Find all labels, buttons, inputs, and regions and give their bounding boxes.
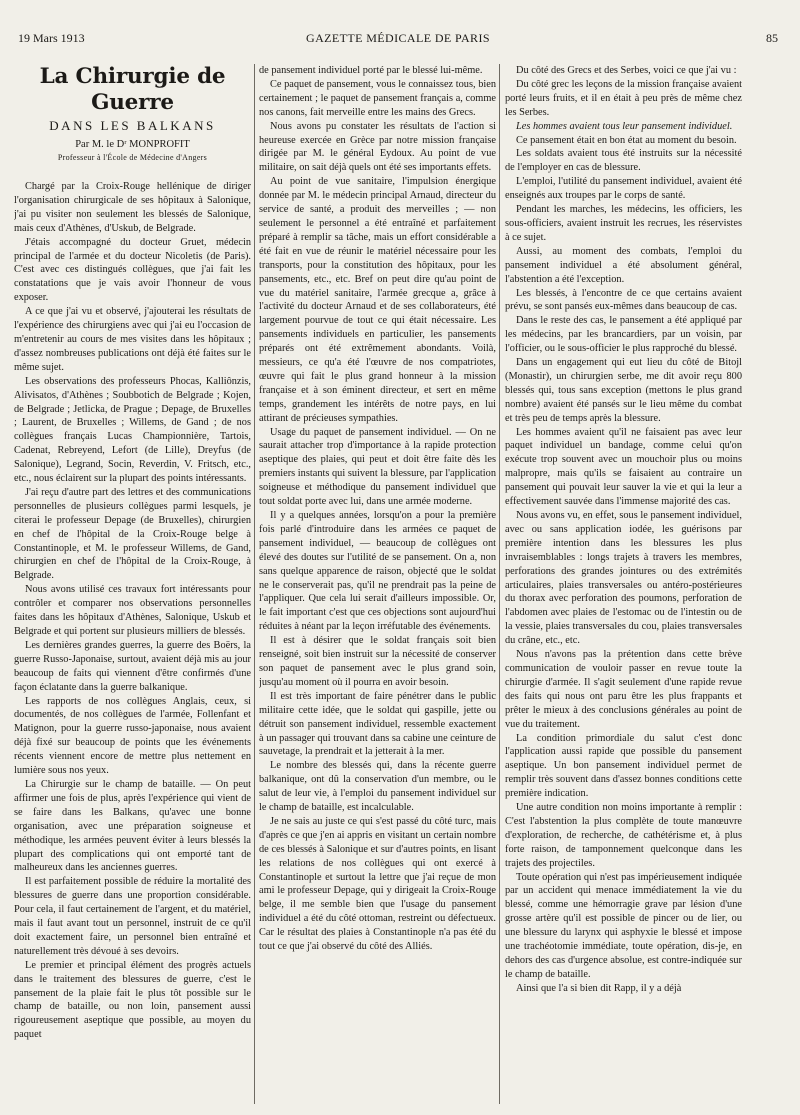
paragraph: de pansement individuel porté par le blessé lui-même. (259, 65, 483, 76)
paragraph: Nous avons pu constater les résultats de l'action si heureuse exercée en Grèce par notre mission française dirigée par M. le général Eydoux. Au point de vue militaire, on sait déjà quels ont été ses importants effets. (259, 120, 496, 174)
paragraph: La condition primordiale du salut c'est donc l'application aussi rapide que possible du pansement aseptique. Un bon pansement individuel permet de remplir très souvent dans d'assez bonnes conditions cette première indication. (505, 732, 742, 800)
paragraph: Il est très important de faire pénétrer dans le public militaire cette idée, que le soldat qui gaspille, jette ou détruit son pansement individuel, ressemble exactement à un passager qui trouvant dans sa cabine une ceinture de sauvetage, la prendrait et la jetterait à la mer. (259, 690, 496, 758)
paragraph: Toute opération qui n'est pas impérieusement indiquée par un accident qui menace immédiatement la vie du blessé, comme une hémorragie grave par lésion d'une grosse artère qu'il est possible de pincer ou de lier, ou une blessure du larynx qui asphyxie le blessé et impose une trachéotomie immédiate, toute opération, dis-je, en dehors des cas d'urgence absolue, est contre-indiquée sur le champ de bataille. (505, 871, 742, 980)
paragraph: Le nombre des blessés qui, dans la récente guerre balkanique, ont dû la conservation d'un membre, ou le salut de leur vie, à l'emploi du pansement individuel sur le champ de bataille, est incalculable. (259, 760, 496, 814)
page-header (18, 28, 778, 48)
article-subtitle: DANS LES BALKANS (49, 118, 216, 133)
paragraph: Ce pansement était en bon état au moment du besoin. (516, 134, 737, 146)
paragraph: Les blessés, à l'encontre de ce que certains avaient prévu, se sont pansés eux-mêmes dans beaucoup de cas. (505, 287, 742, 313)
paragraph: Chargé par la Croix-Rouge hellénique de diriger l'organisation chirurgicale de ses hôpitaux à Salonique, j'ai pu visiter non seulement les blessés de Salonique, mais ceux d'Athènes, d'Uskub, de Belgrade. (14, 181, 251, 234)
paragraph: Il est parfaitement possible de réduire la mortalité des blessures de guerre dans une proportion considérable. Pour cela, il faut certainement de l'argent, et du matériel, mais il faut avant tout un personnel, instruit de ce qu'il doit exactement faire, un personnel bien entraîné et naturellement très dévoué à ses devoirs. (14, 876, 251, 957)
paragraph: Dans un engagement qui eut lieu du côté de Bitojl (Monastir), un chirurgien serbe, me dit avoir reçu 800 blessés qui, tous sans exception (mettons le plus grand nombre) avaient été pansés sur le lieu même du combat et très peu de temps après la blessure. (505, 357, 742, 424)
paragraph: Je ne sais au juste ce qui s'est passé du côté turc, mais d'après ce que j'en ai appris en visitant un certain nombre de ces blessés à Salonique et sur d'autres points, en lisant les relations de nos collègues qui ont exercé à Constantinople et surtout la lettre que j'ai reçue de mon ami le professeur Depage, qui y dirigeait la Croix-Rouge belge, il me semble bien que l'usage du pansement individuel a été du côté ottoman, restreint ou défectueux. Car le résultat des plaies à Constantinople n'a pas été du tout ce que j'ai observé du côté des Alliés. (259, 815, 496, 953)
paragraph: Nous avons vu, en effet, sous le pansement individuel, avec ou sans application iodée, les guérisons par première intention dans les blessures les plus invraisemblables : longs trajets à travers les membres, perforations des grandes jointures ou des extrémités articulaires, plaies transversales ou antéro-postérieures du thorax avec perforation des poumons, perforation de l'abdomen avec plaies de l'estomac ou de l'intestin ou de la vessie, plaies transversales du cou, plaies transversales du crâne, etc., etc. (505, 510, 742, 647)
paragraph: J'étais accompagné du docteur Gruet, médecin principal de l'armée et du docteur Nicoletis (de Paris). C'est avec ces distingués collègues, que j'ai fait les constatations que je vais avoir l'honneur de vous exposer. (14, 236, 251, 304)
author-affiliation: Professeur à l'École de Médecine d'Angers (57, 153, 208, 162)
paragraph: Il est à désirer que le soldat français soit bien renseigné, soit bien instruit sur la nécessité de conserver son paquet de pansement avec le plus grand soin, jusqu'au moment où il pourra en avoir besoin. (259, 635, 496, 688)
paragraph: Du côté grec les leçons de la mission française avaient porté leurs fruits, et il en était à peu près de même chez les Serbes. (505, 78, 742, 118)
paragraph: A ce que j'ai vu et observé, j'ajouterai les résultats de l'expérience des chirurgiens avec qui j'ai eu l'occasion de m'entretenir au cours de mes visites dans les hôpitaux ; d'assez nombreuses publications ont déjà été faites sur le même sujet. (14, 306, 251, 373)
paragraph: Aussi, au moment des combats, l'emploi du pansement individuel a été absolument général, l'abstention a été l'exception. (505, 245, 742, 285)
paragraph: Les dernières grandes guerres, la guerre des Boërs, la guerre Russo-Japonaise, surtout, avaient déjà mis au jour beaucoup de faits qui viennent d'être confirmés d'une façon éclatante dans la guerre balkanique. (14, 639, 251, 693)
article-title: La Chirurgie de Guerre (39, 64, 226, 115)
section-paragraph: Usage du paquet de pansement individuel. — On ne saurait attacher trop d'importance à la rapide protection aseptique des plaies, qui peut et doit être faite dès les premiers instants qui suivent la blessure, par l'application soigneuse et méthodique du pansement individuel que tout soldat porte avec lui, dans une armée moderne. (259, 426, 496, 508)
section-paragraph: La Chirurgie sur le champ de bataille. — On peut affirmer une fois de plus, après l'expérience qui vient de se faire dans les Balkans, qu'avec une bonne organisation, avec une préparation soigneuse et méthodique, les armées peuvent éviter à leurs blessés la plupart des complications qui ont emporté tant de malheureux dans les anciennes guerres. (14, 778, 251, 874)
paragraph: Nous avons utilisé ces travaux fort intéressants pour contrôler et comparer nos observations personnelles faites dans les hôpitaux d'Athènes, Salonique, Uskub et Belgrade et qui portent sur plusieurs milliers de blessés. (14, 584, 251, 637)
column-2 (259, 64, 496, 1104)
page-number: 85 (766, 31, 778, 45)
paragraph: Les rapports de nos collègues Anglais, ceux, si documentés, de nos collègues de l'armée, Follenfant et Matignon, pour la guerre russo-japonaise, nous avaient déjà fixé sur beaucoup de points que les événements récents viennent encore de mettre plus nettement en lumière sous nos yeux. (14, 695, 251, 777)
paragraph: Ainsi que l'a si bien dit Rapp, il y a déjà (516, 982, 682, 994)
column-divider (254, 64, 255, 1104)
paragraph: Dans le reste des cas, le pansement a été appliqué par les médecins, par les brancardiers, par un voisin, par l'officier, ou le sous-officier le plus rapproché du blessé. (505, 315, 742, 355)
paragraph: Il y a quelques années, lorsqu'on a pour la première fois parlé d'introduire dans les armées ce paquet de pansement individuel, — beaucoup de collègues ont élevé des doutes sur l'utilité de se pansement. On a, non sans quelque apparence de raison, objecté que le soldat ne le conserverait pas, qu'il ne prendrait pas la peine de l'appliquer. Que cela lui serait d'ailleurs impossible. Or, le fait important c'est que ces objections sont aujourd'hui réduites à néant par la leçon irréfutable des événements. (259, 510, 496, 633)
paragraph: Pendant les marches, les médecins, les officiers, les sous-officiers, avaient instruit les recrues, les réservistes à ce sujet. (505, 204, 742, 243)
paragraph: Les hommes avaient qu'il ne faisaient pas avec leur paquet individuel un bandage, comme celui qu'on exécute trop souvent avec un mouchoir plus ou moins malpropre, mais qu'ils se faisaient au contraire un pansement qui pouvait leur sauver la vie et qui la leur a effectivement sauvée dans l'immense majorité des cas. (505, 426, 742, 508)
paragraph: Au point de vue sanitaire, l'impulsion énergique donnée par M. le médecin principal Arnaud, directeur du service de santé, a produit des merveilles ; — non seulement le personnel a été entraîné et parfaitement préparé à remplir sa tâche, mais un effort considérable a été fait en vue de réunir le matériel nécessaire pour les transports, pour la constitution des hôpitaux, pour les pansements, etc., etc. Bref on peut dire qu'au point de vue du matériel sanitaire, l'armée grecque a, grâce à l'activité du docteur Arnaud et de ses collaborateurs, été largement pourvue de tout ce qui était nécessaire. Les pansements individuels en particulier, les pansements préparés ont été extrêmement abondants. Voilà, messieurs, ce qu'a été l'œuvre de nos compatriotes, œuvre qui fait le plus grand honneur à la mission française et à son éminent directeur, et sert en même temps, grandement les intérêts de notre pays, en lui attirant de précieuses sympathies. (259, 176, 496, 424)
column-3 (505, 64, 742, 1104)
paragraph: Les observations des professeurs Phocas, Kalliônzis, Alivisatos, d'Athènes ; Soubbotich de Belgrade ; Kojen, de Belgrade ; Jetlicka, de Prague ; Depage, de Bruxelles ; Laurent, de Bruxelles ; Willems, de Gand ; de nos collègues français Lucas Championnière, Tartois, Cadenat, Rebreyend, Lefort (de Lille), Dreyfus (de Salonique), Legrand, Socin, Reverdin, V. Fritsch, etc., etc., nous éclairent sur la plupart des points intéressants. (14, 375, 251, 485)
paragraph: J'ai reçu d'autre part des lettres et des communications personnelles de plusieurs collègues parmi lesquels, je citerai le professeur Depage (de Bruxelles), chirurgien en chef de l'hôpital de la Croix-Rouge belge à Constantinople, et M. le professeur Willems, de Gand, chirurgien en chef de l'hôpital de la Croix-Rouge, à Belgrade. (14, 486, 251, 582)
paragraph: Les hommes avaient tous leur pansement individuel. (516, 120, 733, 132)
paragraph: L'emploi, l'utilité du pansement individuel, avaient été enseignés aux troupes par le corps de santé. (505, 176, 742, 202)
journal-title: GAZETTE MÉDICALE DE PARIS (306, 31, 490, 45)
paragraph: Nous n'avons pas la prétention dans cette brève communication de vouloir passer en revue toute la chirurgie d'armée. Il s'agit seulement d'une rapide revue des faits qui nous ont paru être les plus frappants et prêter le mieux à des conclusions générales au point de vue du traitement. (505, 649, 742, 730)
paragraph: Du côté des Grecs et des Serbes, voici ce que j'ai vu : (516, 65, 737, 76)
column-divider (499, 64, 500, 1104)
paragraph: Une autre condition non moins importante à remplir : C'est l'abstention la plus complète de toute manœuvre d'exploration, de recherche, de cathétérisme et, à plus forte raison, de tamponnement quelconque dans les trajets des projectiles. (505, 802, 742, 869)
paragraph: Les soldats avaient tous été instruits sur la nécessité de l'employer en cas de blessure. (505, 148, 742, 174)
column-1 (14, 64, 251, 1104)
article-author: Par M. le Dʳ MONPROFIT (75, 139, 190, 150)
paragraph: Le premier et principal élément des progrès actuels dans le traitement des blessures de guerre, c'est le pansement de la plaie fait le plus tôt possible sur le champ de bataille, ou non loin, pansement aussi rigoureusement aseptique que possible, au moyen du paquet (14, 959, 251, 1041)
issue-date: 19 Mars 1913 (18, 31, 85, 45)
paragraph: Ce paquet de pansement, vous le connaissez tous, bien certainement ; le paquet de pansement français a, comme nos canons, fait merveille entre les mains des Grecs. (259, 78, 496, 118)
